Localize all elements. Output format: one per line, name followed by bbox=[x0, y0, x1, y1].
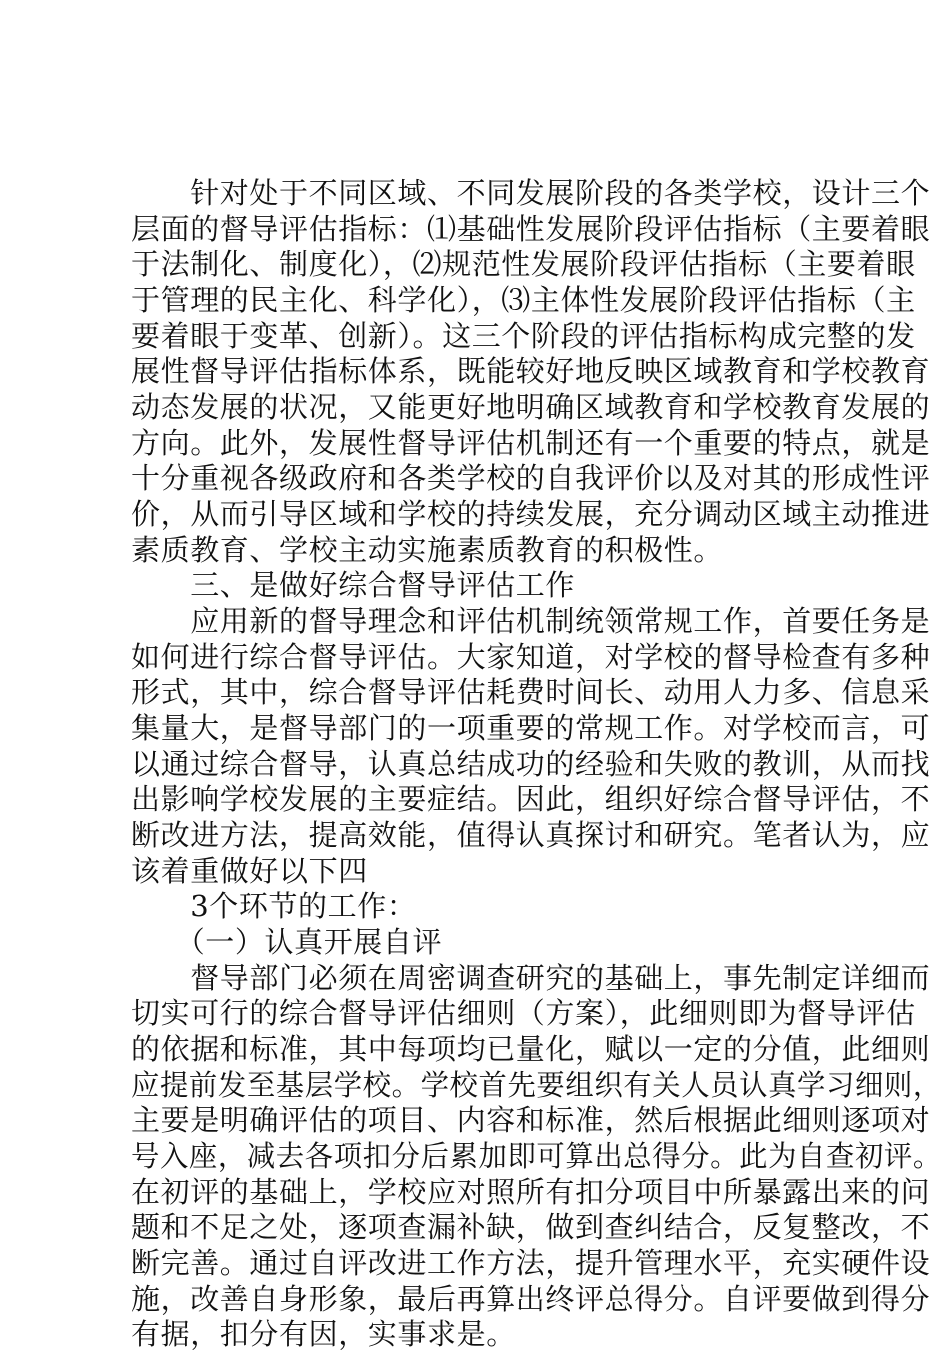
section-heading: 三、是做好综合督导评估工作 bbox=[131, 568, 576, 602]
text-line: 动态发展的状况，又能更好地明确区域教育和学校教育发展的 bbox=[131, 390, 931, 424]
text-line: 断完善。通过自评改进工作方法，提升管理水平，充实硬件设 bbox=[131, 1246, 931, 1280]
text-line: 展性督导评估指标体系，既能较好地反映区域教育和学校教育 bbox=[131, 354, 931, 388]
text-line: 形式，其中，综合督导评估耗费时间长、动用人力多、信息采 bbox=[131, 675, 931, 709]
text-line: 素质教育、学校主动实施素质教育的积极性。 bbox=[131, 533, 724, 567]
text-line: 题和不足之处，逐项查漏补缺，做到查纠结合，反复整改，不 bbox=[131, 1210, 931, 1244]
text-line: 针对处于不同区域、不同发展阶段的各类学校，设计三个 bbox=[131, 176, 931, 210]
text-line: 方向。此外，发展性督导评估机制还有一个重要的特点，就是 bbox=[131, 426, 931, 460]
text-line: 集量大，是督导部门的一项重要的常规工作。对学校而言，可 bbox=[131, 711, 931, 745]
text-line: 应用新的督导理念和评估机制统领常规工作，首要任务是 bbox=[131, 604, 931, 638]
text-line: 价，从而引导区域和学校的持续发展，充分调动区域主动推进 bbox=[131, 497, 931, 531]
text-line: 施，改善自身形象，最后再算出终评总得分。自评要做到得分 bbox=[131, 1282, 931, 1316]
text-line: 3个环节的工作： bbox=[131, 889, 417, 923]
text-line: 于管理的民主化、科学化），⑶主体性发展阶段评估指标（主 bbox=[131, 283, 916, 317]
text-line: 层面的督导评估指标：⑴基础性发展阶段评估指标（主要着眼 bbox=[131, 212, 931, 246]
text-line: 有据，扣分有因，实事求是。 bbox=[131, 1317, 516, 1351]
text-line: 要着眼于变革、创新）。这三个阶段的评估指标构成完整的发 bbox=[131, 319, 916, 353]
text-line: 督导部门必须在周密调查研究的基础上，事先制定详细而 bbox=[131, 961, 931, 995]
text-line: 于法制化、制度化），⑵规范性发展阶段评估指标（主要着眼 bbox=[131, 247, 916, 281]
text-line: 出影响学校发展的主要症结。因此，组织好综合督导评估，不 bbox=[131, 782, 931, 816]
text-line: 如何进行综合督导评估。大家知道，对学校的督导检查有多种 bbox=[131, 640, 931, 674]
text-line: 主要是明确评估的项目、内容和标准，然后根据此细则逐项对 bbox=[131, 1103, 931, 1137]
text-line: 十分重视各级政府和各类学校的自我评价以及对其的形成性评 bbox=[131, 461, 931, 495]
text-line: 该着重做好以下四 bbox=[131, 854, 368, 888]
subsection-heading: （一）认真开展自评 bbox=[131, 925, 443, 959]
text-line: 的依据和标准，其中每项均已量化，赋以一定的分值，此细则 bbox=[131, 1032, 931, 1066]
text-line: 应提前发至基层学校。学校首先要组织有关人员认真学习细则， bbox=[131, 1068, 942, 1102]
text-line: 以通过综合督导，认真总结成功的经验和失败的教训，从而找 bbox=[131, 747, 931, 781]
text-line: 断改进方法，提高效能，值得认真探讨和研究。笔者认为，应 bbox=[131, 818, 931, 852]
text-line: 在初评的基础上，学校应对照所有扣分项目中所暴露出来的问 bbox=[131, 1175, 931, 1209]
text-line: 切实可行的综合督导评估细则（方案），此细则即为督导评估 bbox=[131, 996, 916, 1030]
text-line: 号入座，减去各项扣分后累加即可算出总得分。此为自查初评。 bbox=[131, 1139, 942, 1173]
